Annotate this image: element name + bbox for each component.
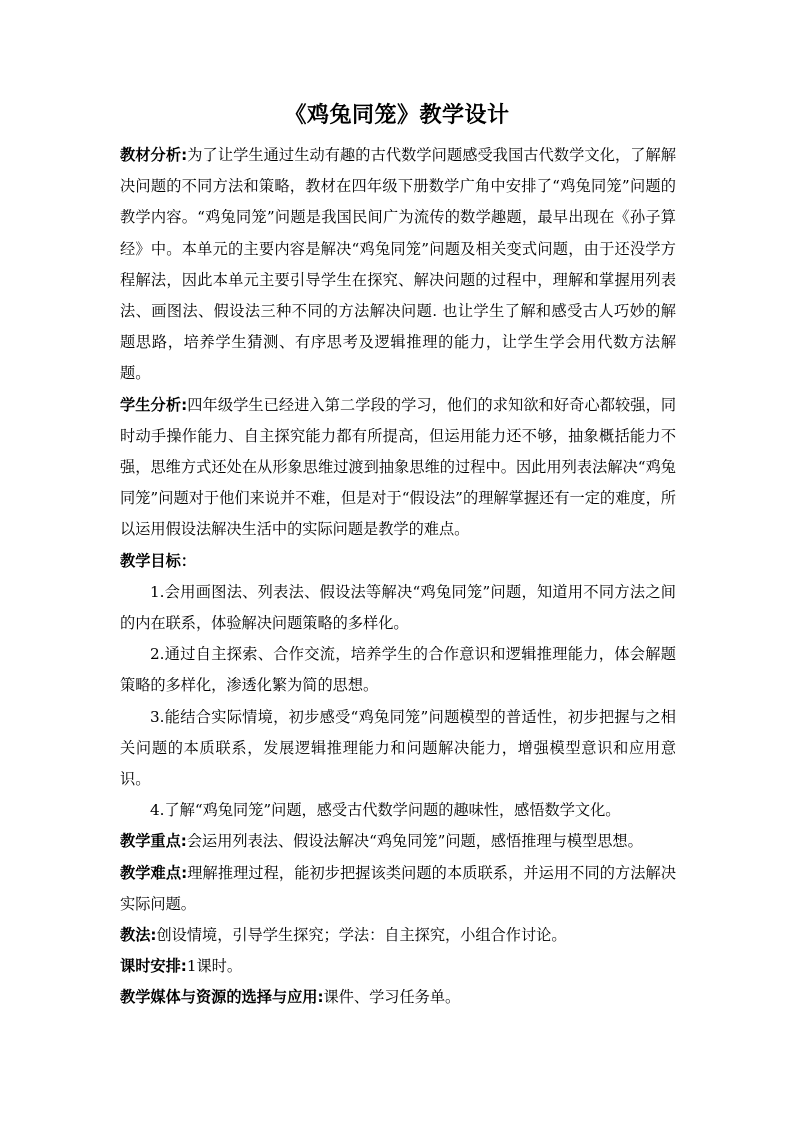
teaching-key-paragraph xyxy=(120,826,676,857)
material-analysis-label: 教材分析: xyxy=(120,146,188,164)
teaching-goal-item: 1.会用画图法、列表法、假设法等解决“鸡兔同笼”问题，知道用不同方法之间的内在联系，体验解决问题策略的多样化。 xyxy=(120,582,676,633)
teaching-goals-label: 教学目标： xyxy=(120,551,196,570)
teaching-method-label: 教法: xyxy=(120,926,157,945)
student-analysis-paragraph xyxy=(120,390,676,546)
document-title: 《鸡兔同笼》教学设计 xyxy=(284,103,510,128)
schedule-label: 课时安排: xyxy=(120,957,187,976)
teaching-goal-item: 2.通过自主探索、合作交流，培养学生的合作意识和逻辑推理能力，体会解题策略的多样化，渗透化繁为简的思想。 xyxy=(120,645,676,695)
teaching-key-label: 教学重点: xyxy=(120,832,187,851)
teaching-goals-heading xyxy=(120,546,676,577)
student-analysis-label: 学生分析: xyxy=(120,395,188,414)
teaching-difficulty-label: 教学难点: xyxy=(120,863,188,882)
teaching-method-paragraph xyxy=(120,920,676,951)
teaching-key-text: 会运用列表法、假设法解决“鸡兔同笼”问题，感悟推理与模型思想。 xyxy=(186,832,643,851)
media-paragraph xyxy=(120,982,676,1013)
teaching-goal-item: 3.能结合实际情境，初步感受“鸡兔同笼”问题模型的普适性，初步把握与之相关问题的本质联系，发展逻辑推理能力和问题解决能力，增强模型意识和应用意识。 xyxy=(120,707,676,789)
teaching-goal-item: 4.了解“鸡兔同笼”问题，感受古代数学问题的趣味性，感悟数学文化。 xyxy=(150,801,621,820)
document-body xyxy=(120,140,676,1014)
material-analysis-text: 为了让学生通过生动有趣的古代数学问题感受我国古代数学文化，了解解决问题的不同方法和策略，教材在四年级下册数学广角中安排了“鸡兔同笼”问题的教学内容。“鸡兔同笼”问题是我国民间广为流传的数学趣题，最早出现在《孙子算经》中。本单元的主要内容是解决“鸡兔同笼”问题及相关变式问题，由于还没学方程解法，因此本单元主要引导学生在探究、解决问题的过程中，理解和掌握用列表法、画图法、假设法三种不同的方法解决问题. 也让学生了解和感受古人巧妙的解题思路，培养学生猜测、有序思考及逻辑推理的能力，让学生学会用代数方法解题。 xyxy=(120,146,677,383)
student-analysis-text: 四年级学生已经进入第二学段的学习，他们的求知欲和好奇心都较强，同时动手操作能力、自主探究能力都有所提高，但运用能力还不够，抽象概括能力不强，思维方式还处在从形象思维过渡到抽象思维的过程中。因此用列表法解决“鸡兔同笼”问题对于他们来说并不难，但是对于“假设法”的理解掌握还有一定的难度，所以运用假设法解决生活中的实际问题是教学的难点。 xyxy=(120,395,677,539)
schedule-text: 1课时。 xyxy=(186,957,243,976)
media-label: 教学媒体与资源的选择与应用: xyxy=(120,988,324,1007)
teaching-difficulty-text: 理解推理过程，能初步把握该类问题的本质联系，并运用不同的方法解决实际问题。 xyxy=(120,863,677,913)
media-text: 课件、学习任务单。 xyxy=(323,988,461,1007)
schedule-paragraph xyxy=(120,951,676,982)
material-analysis-paragraph xyxy=(120,140,676,390)
teaching-difficulty-paragraph xyxy=(120,858,676,920)
teaching-method-text: 创设情境，引导学生探究；学法：自主探究，小组合作讨论。 xyxy=(156,926,567,945)
